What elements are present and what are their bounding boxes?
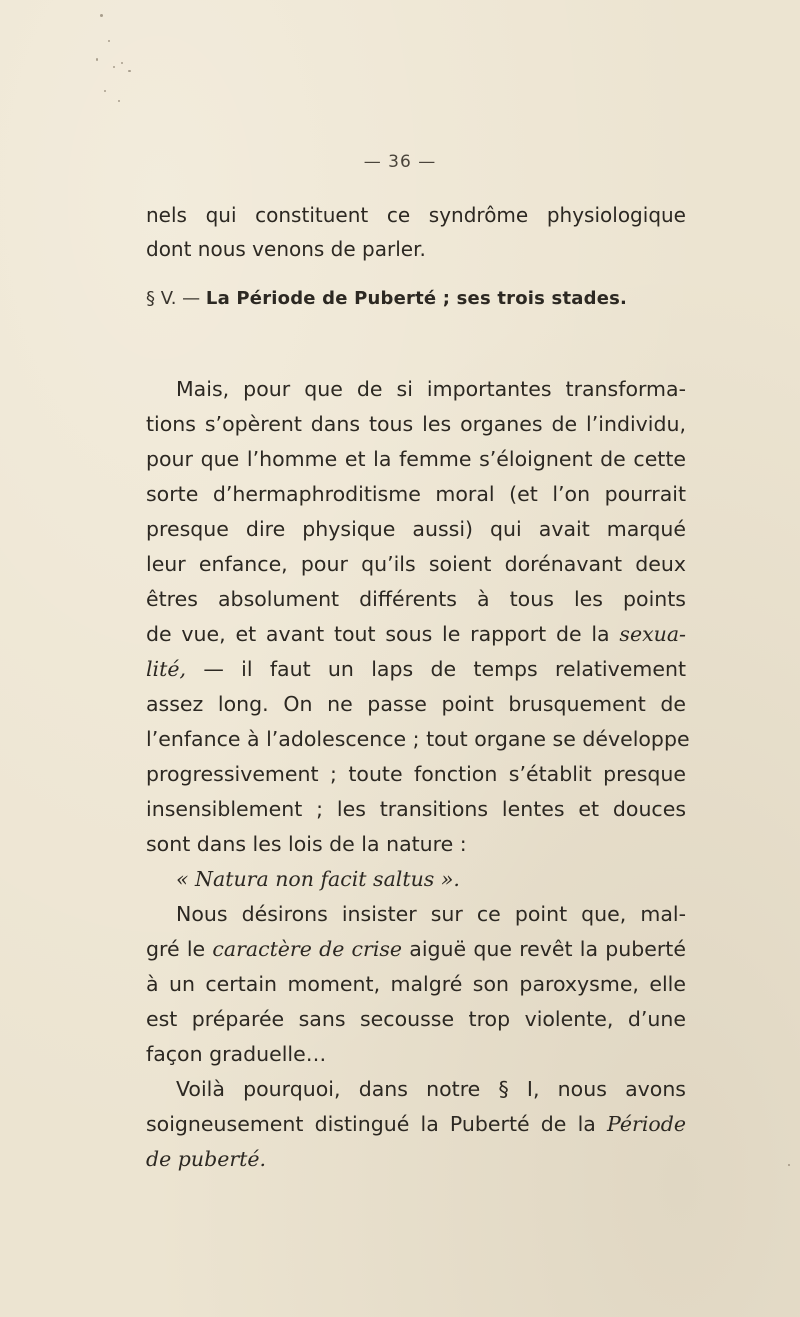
- text-line: êtres absolument différents à tous les points: [146, 587, 686, 611]
- scan-speck: [100, 14, 103, 17]
- section-heading: [146, 288, 706, 309]
- text-line: sont dans les lois de la nature :: [146, 832, 467, 856]
- italic-term: Période: [607, 1112, 686, 1136]
- italic-term: lité,: [146, 657, 186, 681]
- section-title: La Période de Puberté ; ses trois stades.: [205, 288, 628, 309]
- scan-speck: [104, 90, 106, 92]
- text-line: presque dire physique aussi) qui avait marqué: [146, 517, 686, 541]
- scan-speck: [128, 70, 131, 72]
- intro-text: [146, 198, 686, 266]
- text-line: [146, 652, 686, 687]
- text-line: à un certain moment, malgré son paroxysme, elle: [146, 972, 686, 996]
- text-line: tions s’opèrent dans tous les organes de l’individu,: [146, 412, 686, 436]
- text-line: insensiblement ; les transitions lentes et douces: [146, 797, 686, 821]
- text-line: façon graduelle…: [146, 1042, 327, 1066]
- text-line: leur enfance, pour qu’ils soient dorénavant deux: [146, 552, 686, 576]
- text-line: [146, 1107, 686, 1142]
- text-line: pour que l’homme et la femme s’éloignent de cette: [146, 447, 686, 471]
- text-line: [146, 617, 686, 652]
- text-segment: — il faut un laps de temps relativement: [203, 657, 686, 681]
- text-line: progressivement ; toute fonction s’établit presque: [146, 762, 686, 786]
- latin-quote: « Natura non facit saltus ».: [176, 867, 460, 891]
- italic-term: sexua-: [619, 622, 686, 646]
- section-number: § V. —: [146, 288, 201, 309]
- text-segment: aiguë que revêt la puberté: [409, 937, 686, 961]
- text-line: nels qui constituent ce syndrôme physiologique: [146, 203, 686, 227]
- scan-speck: [788, 1164, 790, 1166]
- text-line: Mais, pour que de si importantes transforma-: [176, 377, 686, 401]
- scan-speck: [108, 40, 110, 42]
- paragraph-2: [146, 897, 686, 1072]
- text-line: Nous désirons insister sur ce point que, mal-: [176, 902, 686, 926]
- text-line: dont nous venons de parler.: [146, 237, 426, 261]
- scan-speck: [118, 100, 120, 102]
- text-line: sorte d’hermaphroditisme moral (et l’on pourrait: [146, 482, 686, 506]
- paragraph-1: [146, 372, 690, 897]
- page-number: — 36 —: [363, 152, 437, 172]
- paragraph-3: [146, 1072, 686, 1177]
- text-line: Voilà pourquoi, dans notre § I, nous avons: [176, 1077, 686, 1101]
- scan-speck: [121, 62, 123, 64]
- text-segment: de vue, et avant tout sous le rapport de la: [146, 622, 610, 646]
- italic-term: caractère de crise: [212, 937, 403, 961]
- text-line: de puberté.: [146, 1147, 267, 1171]
- text-segment: soigneusement distingué la Puberté de la: [146, 1112, 596, 1136]
- text-line: assez long. On ne passe point brusquement de: [146, 692, 686, 716]
- text-line: est préparée sans secousse trop violente, d’une: [146, 1007, 686, 1031]
- text-line: l’enfance à l’adolescence ; tout organe se développe: [146, 727, 690, 751]
- text-line: [146, 932, 686, 967]
- scan-speck: [96, 58, 98, 61]
- text-segment: gré le: [146, 937, 206, 961]
- scan-speck: [113, 66, 115, 68]
